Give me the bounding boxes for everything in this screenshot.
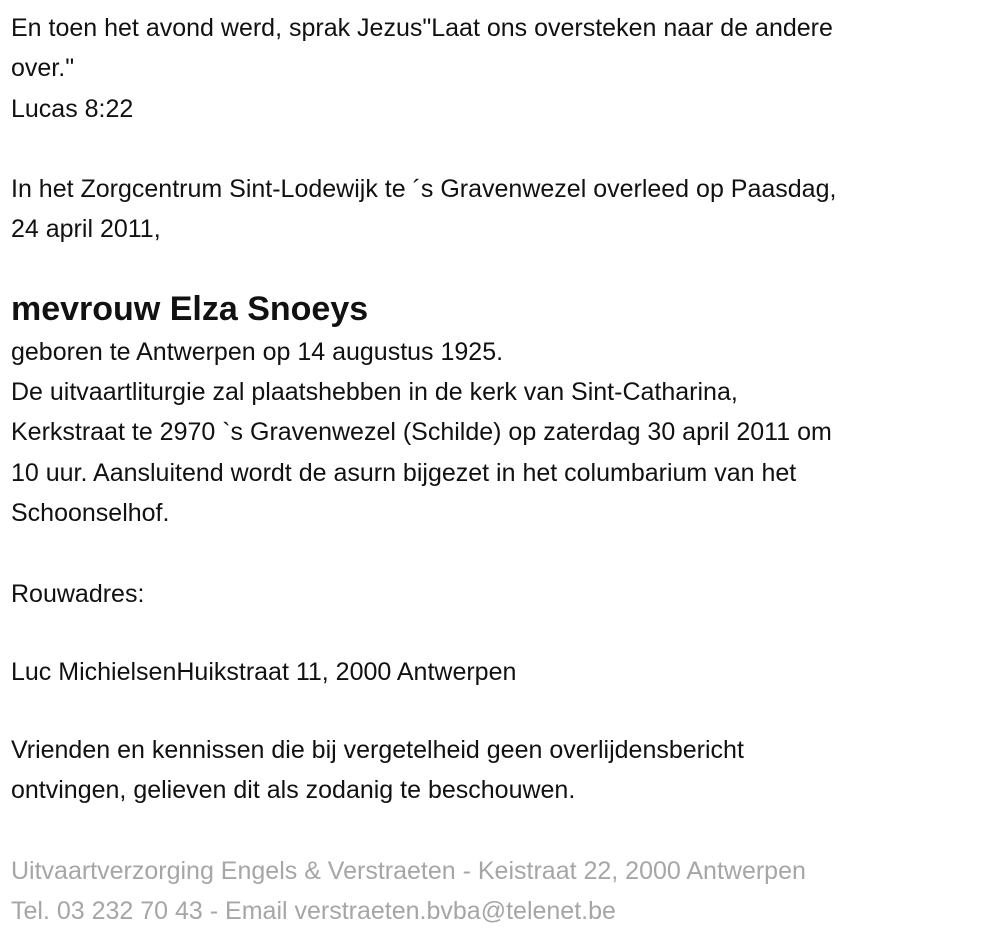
funeral-home-contact: Tel. 03 232 70 43 - Email verstraeten.bvba@telenet.be (11, 897, 616, 926)
funeral-home-company: Uitvaartverzorging Engels & Verstraeten - Keistraat 22, 2000 Antwerpen (11, 857, 806, 886)
obituary-document (11, 8, 836, 932)
bible-quote (11, 8, 836, 129)
death-announcement (11, 169, 836, 250)
mourning-address: Luc MichielsenHuikstraat 11, 2000 Antwerpen (11, 657, 517, 686)
quote-line: En toen het avond werd, sprak Jezus"Laat ons oversteken naar de andere (11, 14, 833, 42)
quote-line: over." (11, 54, 75, 83)
details-line: 10 uur. Aansluitend wordt de asurn bijgezet in het columbarium van het (11, 458, 797, 487)
details-line: geboren te Antwerpen op 14 augustus 1925. (11, 337, 504, 366)
details-line: Kerkstraat te 2970 `s Gravenwezel (Schilde) op zaterdag 30 april 2011 om (11, 418, 832, 447)
announcement-line: 24 april 2011, (11, 215, 161, 244)
funeral-home-footer (11, 851, 836, 932)
deceased-name: mevrouw Elza Snoeys (11, 289, 369, 328)
quote-reference: Lucas 8:22 (11, 94, 134, 123)
notice (11, 730, 836, 811)
notice-line: ontvingen, gelieven dit als zodanig te beschouwen. (11, 776, 576, 805)
funeral-details (11, 332, 836, 533)
details-line: Schoonselhof. (11, 498, 170, 527)
details-line: De uitvaartliturgie zal plaatshebben in de kerk van Sint-Catharina, (11, 378, 738, 407)
notice-line: Vrienden en kennissen die bij vergetelheid geen overlijdensbericht (11, 736, 744, 765)
mourning-address-label: Rouwadres: (11, 579, 145, 608)
announcement-line: In het Zorgcentrum Sint-Lodewijk te ´s Gravenwezel overleed op Paasdag, (11, 175, 837, 204)
